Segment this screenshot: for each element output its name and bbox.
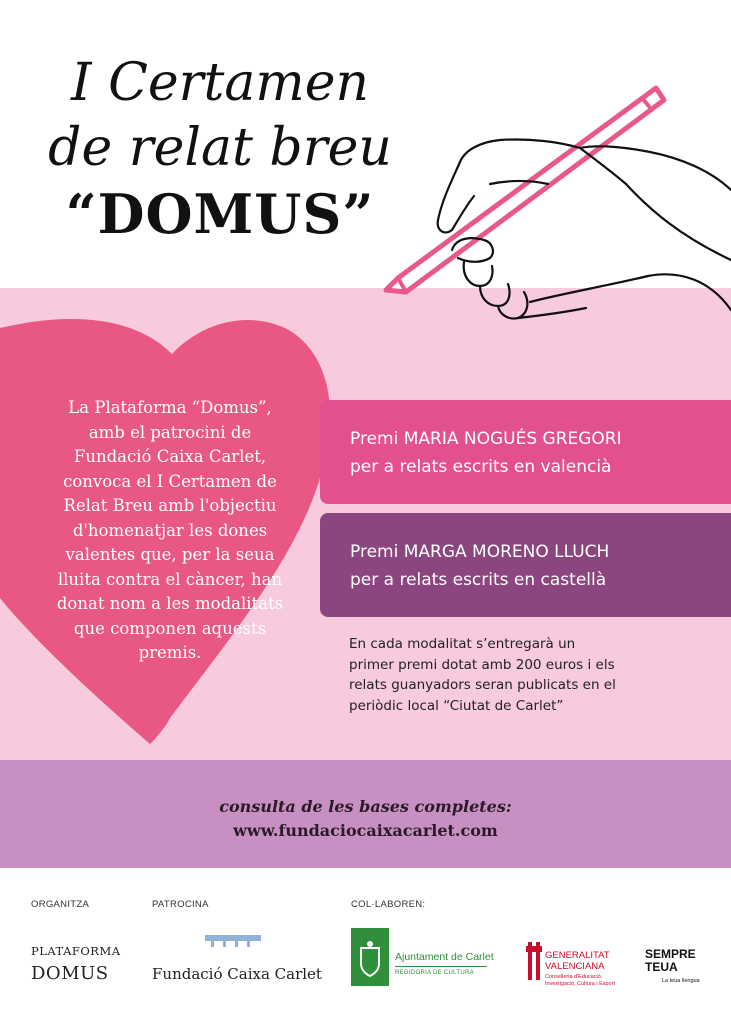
title-line-2: de relat breu [48, 118, 392, 178]
plataforma-logo-line1: PLATAFORMA [31, 944, 121, 958]
ajuntament-divider [395, 966, 487, 967]
heart-text-line: lluita contra el càncer, han [57, 569, 283, 589]
generalitat-line1: GENERALITAT [545, 950, 610, 961]
heart-text-line: La Plataforma “Domus”, [68, 398, 272, 417]
prize-info [349, 634, 719, 716]
prize-subtitle: per a relats escrits en valencià [350, 457, 612, 477]
sempre-line2: TEUA [645, 960, 678, 974]
heart-text-line: convoca el I Certamen de [63, 471, 277, 491]
hand-pencil-illustration [380, 80, 731, 330]
info-line: En cada modalitat s’entregarà un [349, 636, 576, 652]
info-line: relats guanyadors seran publicats en el [349, 677, 616, 693]
prize-box-castella [320, 513, 731, 617]
collaboren-label: COL·LABOREN: [351, 899, 426, 910]
consulta-block [0, 795, 731, 843]
title-line-3: “DOMUS” [65, 182, 375, 246]
fundacio-logo-icon [205, 935, 261, 949]
consulta-text: consulta de les bases completes: [219, 797, 512, 816]
heart-text-line: valentes que, per la seua [65, 545, 275, 564]
patrocina-label: PATROCINA [152, 899, 209, 910]
generalitat-line2: VALENCIANA [545, 961, 605, 972]
conselleria-line2: Investigació, Cultura i Esport [545, 980, 616, 987]
heart-text-line: que componen aquests [73, 618, 267, 638]
conselleria-text [545, 974, 615, 987]
heart-text-line: premis. [138, 643, 202, 662]
prize-title: Premi MARGA MORENO LLUCH [350, 542, 610, 562]
heart-text-line: Fundació Caixa Carlet, [73, 447, 267, 466]
regidoria-text: REGIDORIA DE CULTURA [395, 970, 474, 976]
info-line: periòdic local “Ciutat de Carlet” [349, 697, 564, 714]
ajuntament-name: Ajuntament de Carlet [395, 951, 494, 963]
generalitat-name [545, 950, 610, 972]
fundacio-logo-text: Fundació Caixa Carlet [152, 965, 322, 983]
heart-text-line: donat nom a les modalitats [56, 594, 284, 613]
heart-text-line: amb el patrocini de [88, 422, 252, 442]
heart-text [40, 396, 300, 666]
conselleria-line1: Conselleria d'Educació, [545, 974, 603, 980]
sempre-teua-logo [645, 948, 696, 974]
info-line: primer premi dotat amb 200 euros i els [349, 656, 615, 673]
sempre-line1: SEMPRE [645, 947, 696, 961]
prize-box-valencia [320, 400, 731, 504]
ajuntament-shield-icon [351, 928, 389, 986]
prize-title: Premi MARIA NOGUÉS GREGORI [350, 429, 622, 449]
generalitat-logo-icon [526, 942, 542, 980]
sempre-teua-subtitle: La teua llengua [662, 978, 700, 984]
title-line-1: I Certamen [71, 53, 369, 113]
pencil-icon [386, 88, 664, 292]
plataforma-logo-line2: DOMUS [31, 963, 109, 984]
website-link[interactable]: www.fundaciocaixacarlet.com [233, 821, 498, 840]
organitza-label: ORGANITZA [31, 899, 90, 910]
heart-text-line: d'homenatjar les dones [72, 520, 268, 540]
heart-text-line: Relat Breu amb l'objectiu [63, 496, 277, 515]
prize-subtitle: per a relats escrits en castellà [350, 570, 607, 590]
